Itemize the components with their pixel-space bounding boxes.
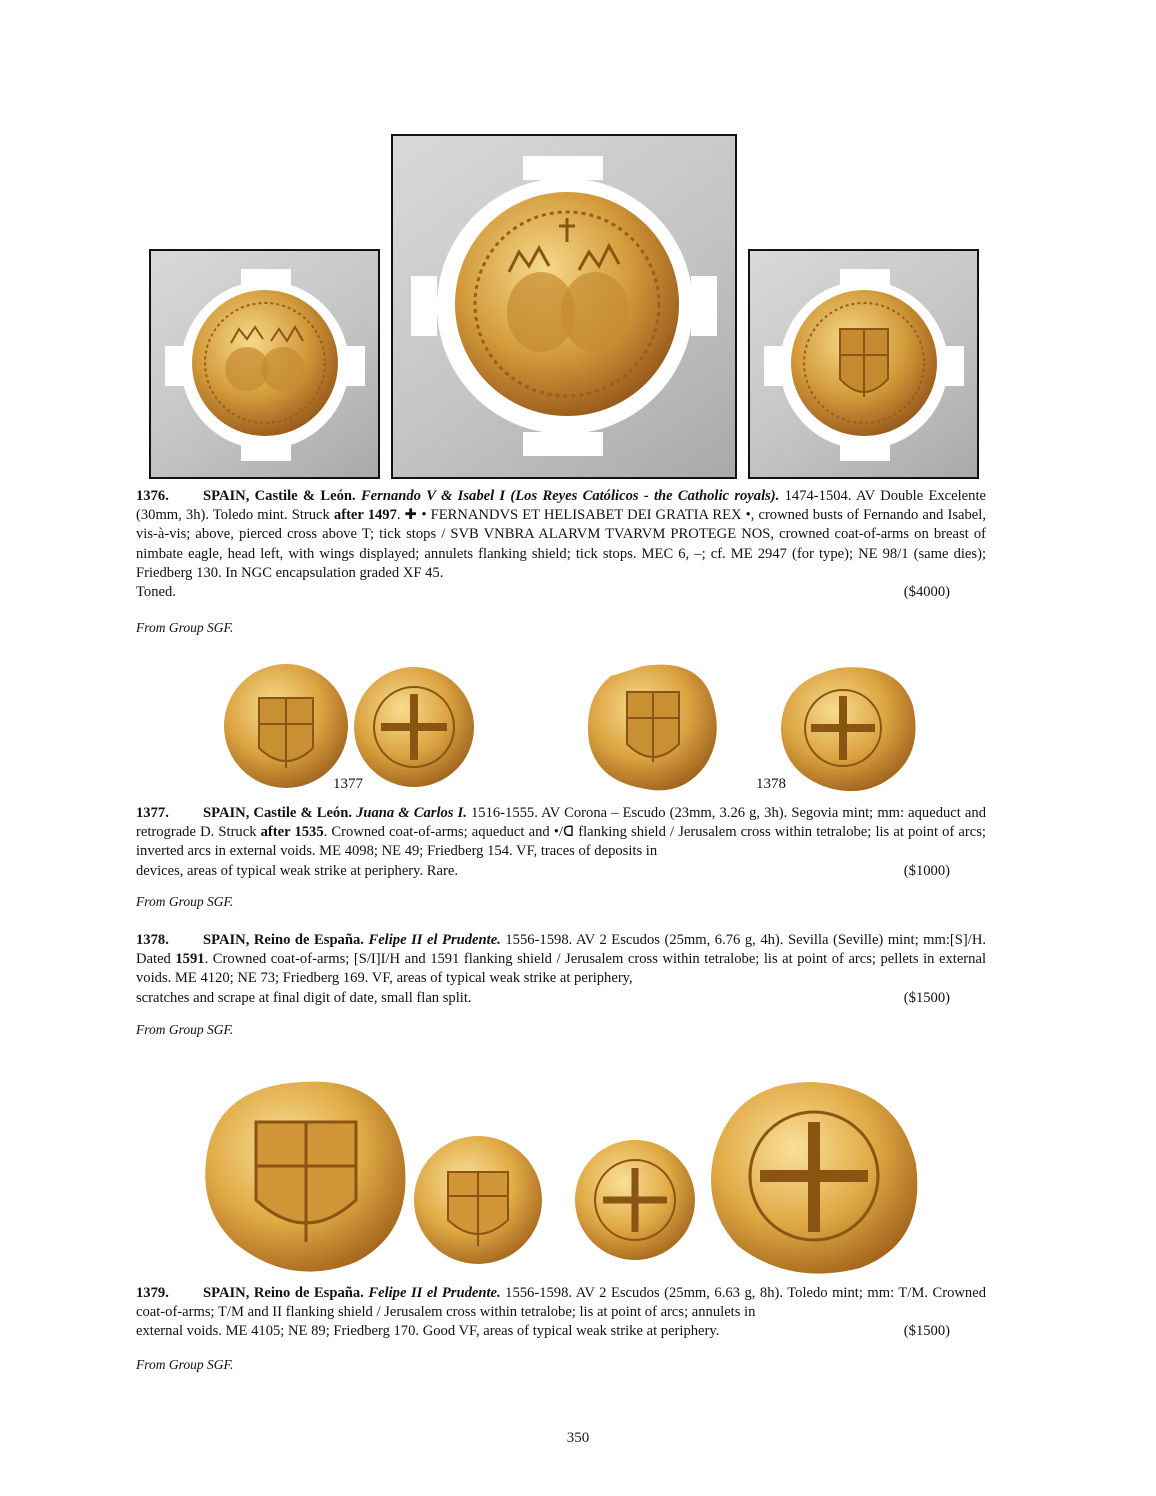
coin-plate-1379 [200, 1076, 930, 1276]
lot-1376-provenance: From Group SGF. [136, 620, 234, 635]
coin-photo-obverse-small [149, 249, 380, 479]
plate-label-1378: 1378 [756, 776, 786, 792]
lot-number: 1378. [136, 932, 169, 948]
lot-number: 1376. [136, 488, 169, 504]
lot-1379-provenance: From Group SGF. [136, 1357, 234, 1372]
plate-label-1377: 1377 [333, 776, 363, 792]
lot-ruler: Juana & Carlos I. [356, 805, 467, 821]
lot-location: SPAIN, Reino de España. [203, 932, 364, 948]
lot-1378-description [136, 931, 986, 1008]
coin-photo-reverse-small [748, 249, 979, 479]
lot-1376-description [136, 487, 986, 602]
lot-1378-provenance: From Group SGF. [136, 1022, 234, 1037]
coin-1377-reverse [354, 667, 474, 787]
coin-1378-reverse [781, 667, 916, 791]
lot-text-continued: . ✚ • FERNANDVS ET HELISABET DEI GRATIA REX •, crowned busts of Fernando and Isabel, vis-à-vis; above, pierced cross above T; tick stops / SVB VNBRA ALARVM TVARVM PROTEGE NOS, crowned coat-of-arms on breast of nimbate eagle, head left, with wings displayed; annulets flanking shield; tick stops. MEC 6, –; cf. ME 2947 (for type); NE 98/1 (same dies); Friedberg 130. In NGC encapsulation graded XF 45. [136, 507, 986, 581]
lot-text: 1474-1504. AV Double Excelente (30mm, 3h). Toledo mint. Struck [136, 488, 986, 524]
lot-text-continued: . Crowned coat-of-arms; aqueduct and •/ᗡ flanking shield / Jerusalem cross within tetralobe; lis at point of arcs; inverted arcs in external voids. ME 4098; NE 49; Friedberg 154. VF, traces of deposits in [136, 824, 986, 860]
lot-ruler: Fernando V & Isabel I (Los Reyes Católicos - the Catholic royals). [360, 488, 780, 504]
lot-text-continued: . Crowned coat-of-arms; [S/I]I/H and 1591 flanking shield / Jerusalem cross within tetralobe; lis at point of arcs; pellets in external voids. ME 4120; NE 73; Friedberg 169. VF, areas of typical weak strike at periphery, [136, 951, 986, 987]
lot-estimate: ($4000) [903, 584, 950, 601]
lot-text-last-line: devices, areas of typical weak strike at periphery. Rare. [136, 862, 458, 879]
lot-text-last-line: external voids. ME 4105; NE 89; Friedberg 170. Good VF, areas of typical weak strike at periphery. [136, 1323, 720, 1340]
coin-1378-obverse [588, 665, 717, 791]
lot-location: SPAIN, Castile & León. [203, 488, 356, 504]
lot-text-last-line: Toned. [136, 584, 176, 601]
lot-1377-description [136, 804, 986, 881]
lot-1377-provenance: From Group SGF. [136, 894, 234, 909]
lot-ruler: Felipe II el Prudente. [368, 1285, 501, 1301]
lot-text: 1556-1598. AV 2 Escudos (25mm, 6.63 g, 8h). Toledo mint; mm: T/M. Crowned coat-of-arms; T/M and II flanking shield / Jerusalem cross within tetralobe; lis at point of arcs; annulets in [136, 1285, 986, 1321]
lot-text: 1516-1555. AV Corona – Escudo (23mm, 3.26 g, 3h). Segovia mint; mm: aqueduct and retrograde D. Struck [136, 805, 986, 841]
lot-estimate: ($1000) [903, 862, 950, 879]
coin-1377-obverse [224, 664, 348, 788]
lot-text: 1556-1598. AV 2 Escudos (25mm, 6.76 g, 4h). Sevilla (Seville) mint; mm:[S]/H. Dated [136, 932, 987, 968]
lot-number: 1379. [136, 1285, 169, 1301]
coin-plate-1377-1378 [215, 656, 925, 796]
lot-estimate: ($1500) [903, 1323, 950, 1340]
coin-1379-reverse-enlarged [711, 1082, 917, 1274]
coin-1379-reverse [575, 1140, 695, 1260]
coin-1379-obverse [414, 1136, 542, 1264]
lot-number: 1377. [136, 805, 169, 821]
lot-location: SPAIN, Castile & León. [203, 805, 352, 821]
lot-ruler: Felipe II el Prudente. [368, 932, 501, 948]
lot-estimate: ($1500) [903, 989, 950, 1006]
lot-location: SPAIN, Reino de España. [203, 1285, 364, 1301]
lot-struck-date: 1591 [175, 951, 205, 968]
coin-photo-obverse-enlarged [391, 134, 737, 479]
lot-text-last-line: scratches and scrape at final digit of date, small flan split. [136, 989, 472, 1006]
lot-struck-date: after 1497 [333, 507, 397, 524]
lot-1379-description [136, 1284, 986, 1342]
lot-struck-date: after 1535 [260, 824, 324, 841]
page-number: 350 [566, 1430, 590, 1446]
coin-1379-obverse-enlarged [205, 1082, 405, 1272]
